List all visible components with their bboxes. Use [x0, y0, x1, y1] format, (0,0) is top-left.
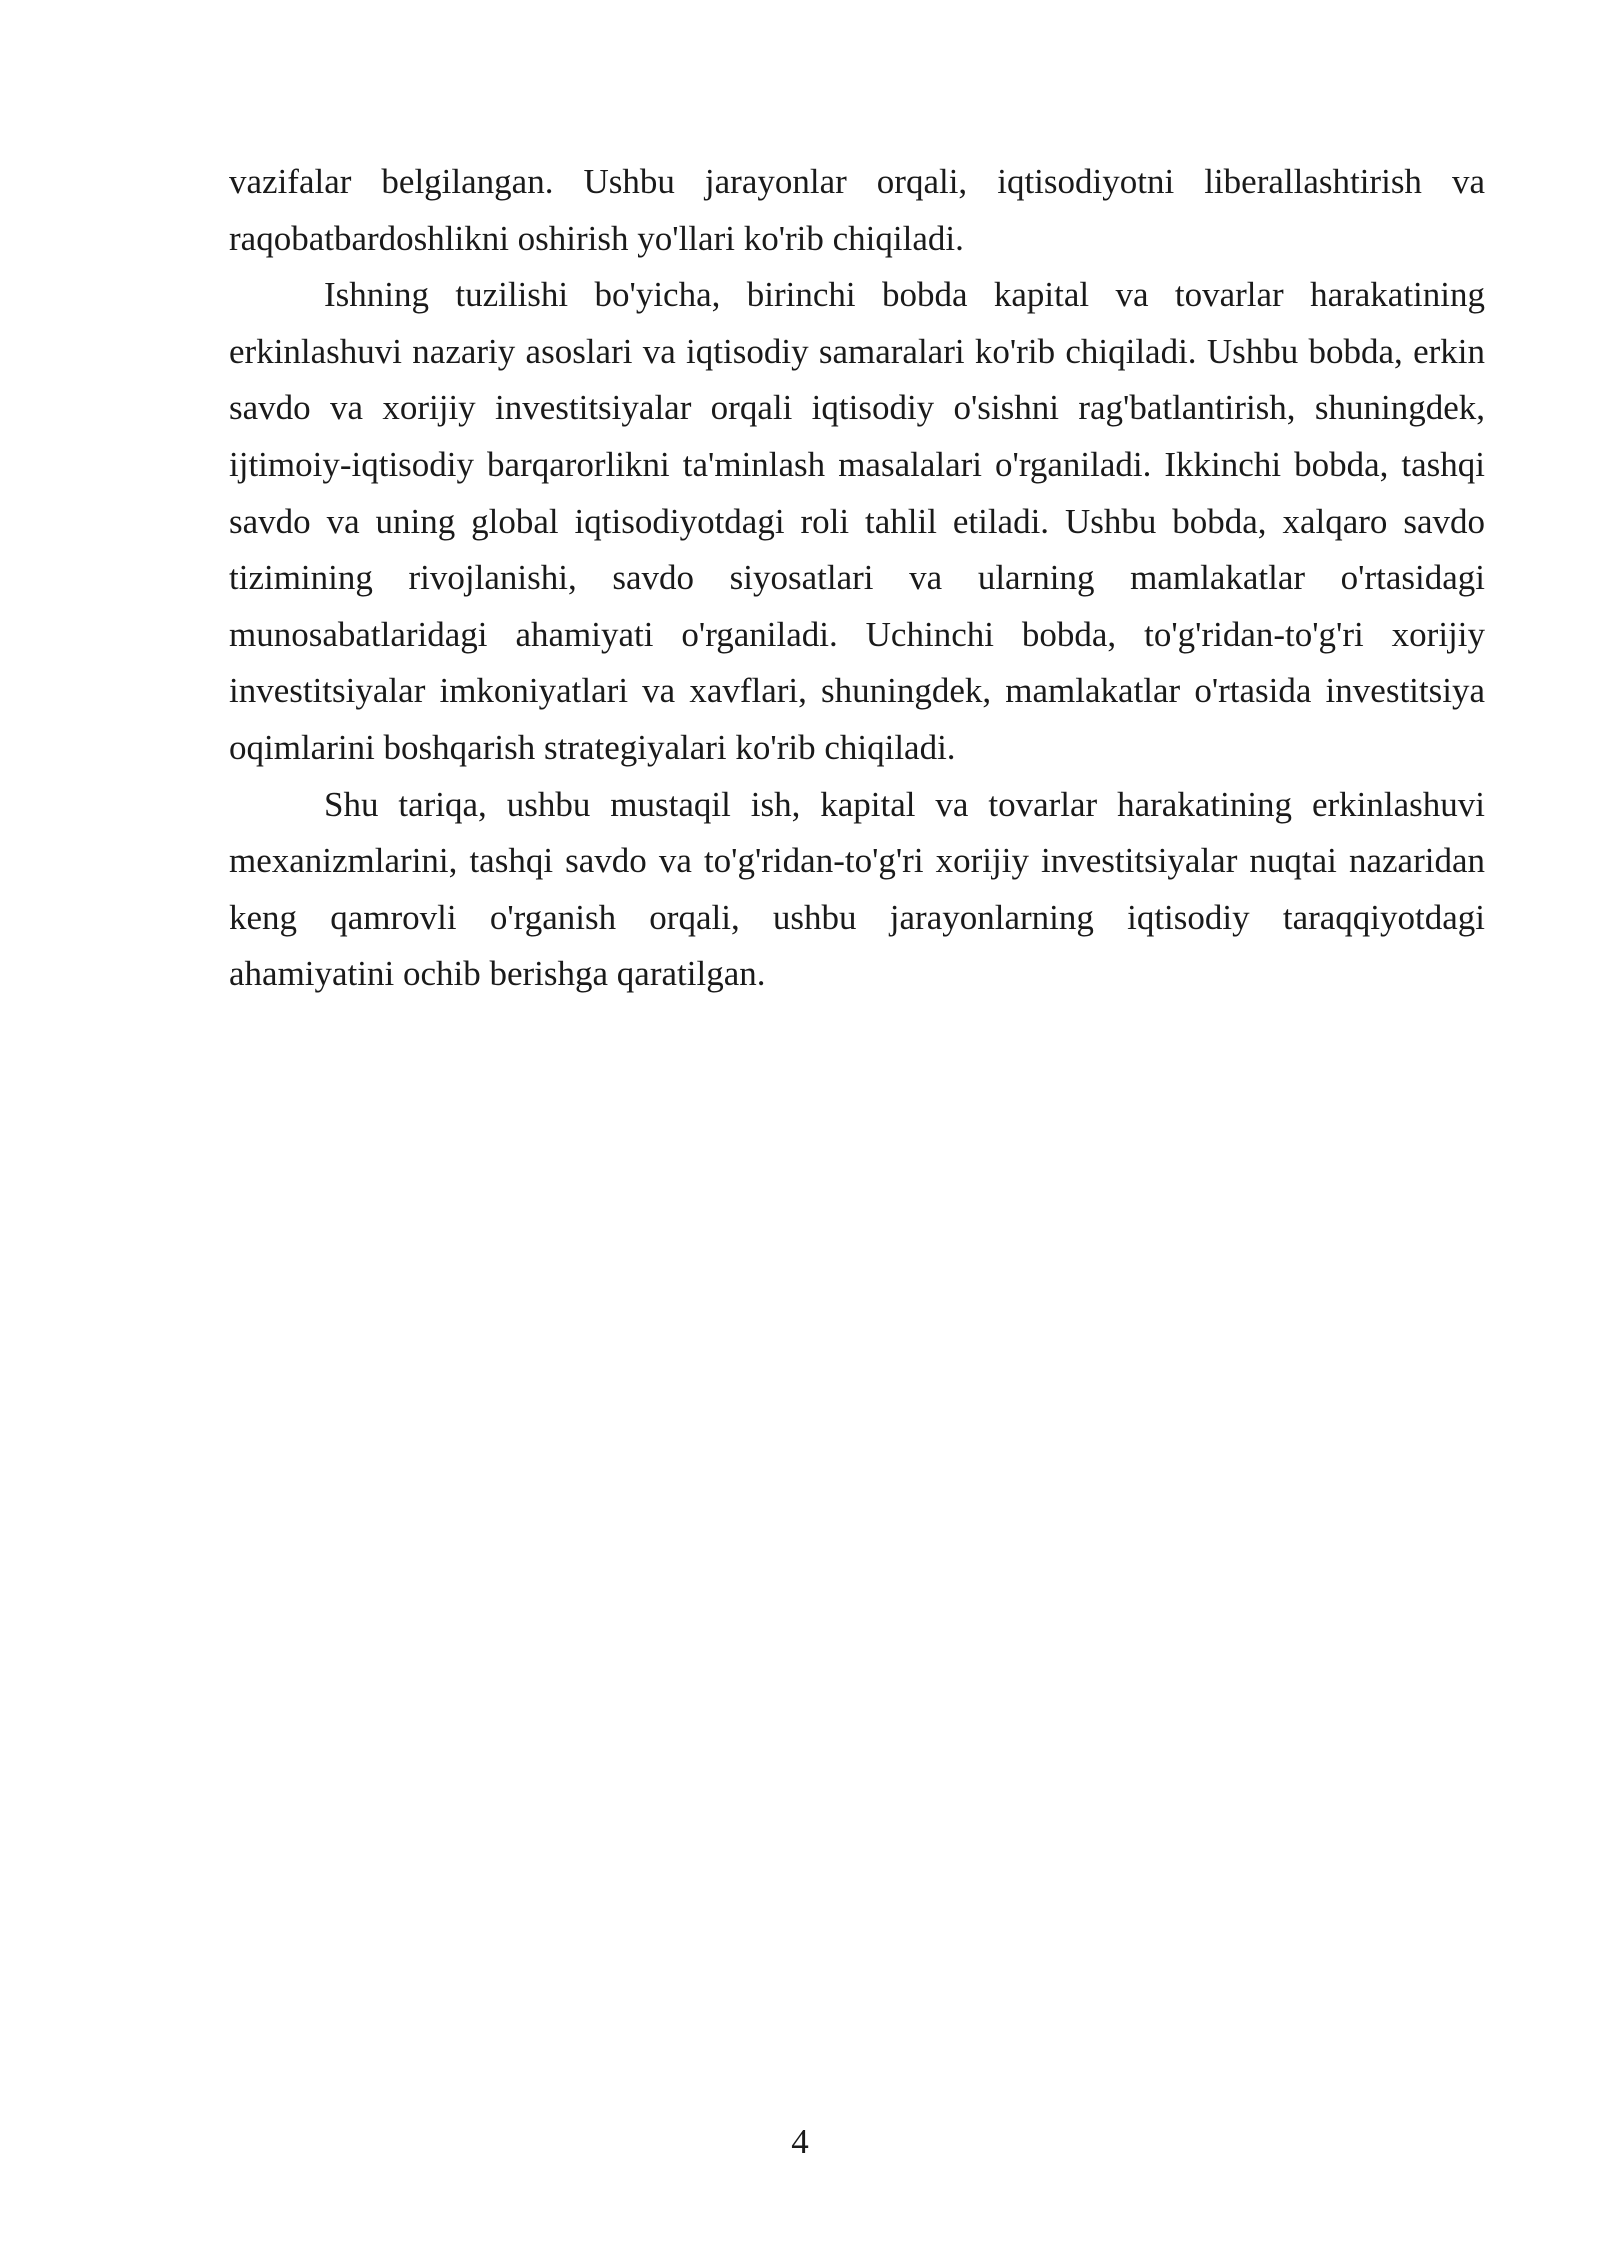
- paragraph-structure: Ishning tuzilishi bo'yicha, birinchi bobda kapital va tovarlar harakatining erkinlashuvi nazariy asoslari va iqtisodiy samaralari ko'rib chiqiladi. Ushbu bobda, erkin savdo va xorijiy investitsiyalar orqali iqtisodiy o'sishni rag'batlantirish, shuningdek, ijtimoiy-iqtisodiy barqarorlikni ta'minlash masalalari o'rganiladi. Ikkinchi bobda, tashqi savdo va uning global iqtisodiyotdagi roli tahlil etiladi. Ushbu bobda, xalqaro savdo tizimining rivojlanishi, savdo siyosatlari va ularning mamlakatlar o'rtasidagi munosabatlaridagi ahamiyati o'rganiladi. Uchinchi bobda, to'g'ridan-to'g'ri xorijiy investitsiyalar imkoniyatlari va xavflari, shuningdek, mamlakatlar o'rtasida investitsiya oqimlarini boshqarish strategiyalari ko'rib chiqiladi.: [229, 275, 1485, 767]
- body-text: [229, 154, 1485, 1003]
- paragraph-continuation: vazifalar belgilangan. Ushbu jarayonlar orqali, iqtisodiyotni liberallashtirish va raqobatbardoshlikni oshirish yo'llari ko'rib chiqiladi.: [229, 162, 1485, 258]
- paragraph-conclusion: Shu tariqa, ushbu mustaqil ish, kapital va tovarlar harakatining erkinlashuvi mexanizmlarini, tashqi savdo va to'g'ridan-to'g'ri xorijiy investitsiyalar nuqtai nazaridan keng qamrovli o'rganish orqali, ushbu jarayonlarning iqtisodiy taraqqiyotdagi ahamiyatini ochib berishga qaratilgan.: [229, 784, 1485, 994]
- page-number: 4: [791, 2122, 809, 2161]
